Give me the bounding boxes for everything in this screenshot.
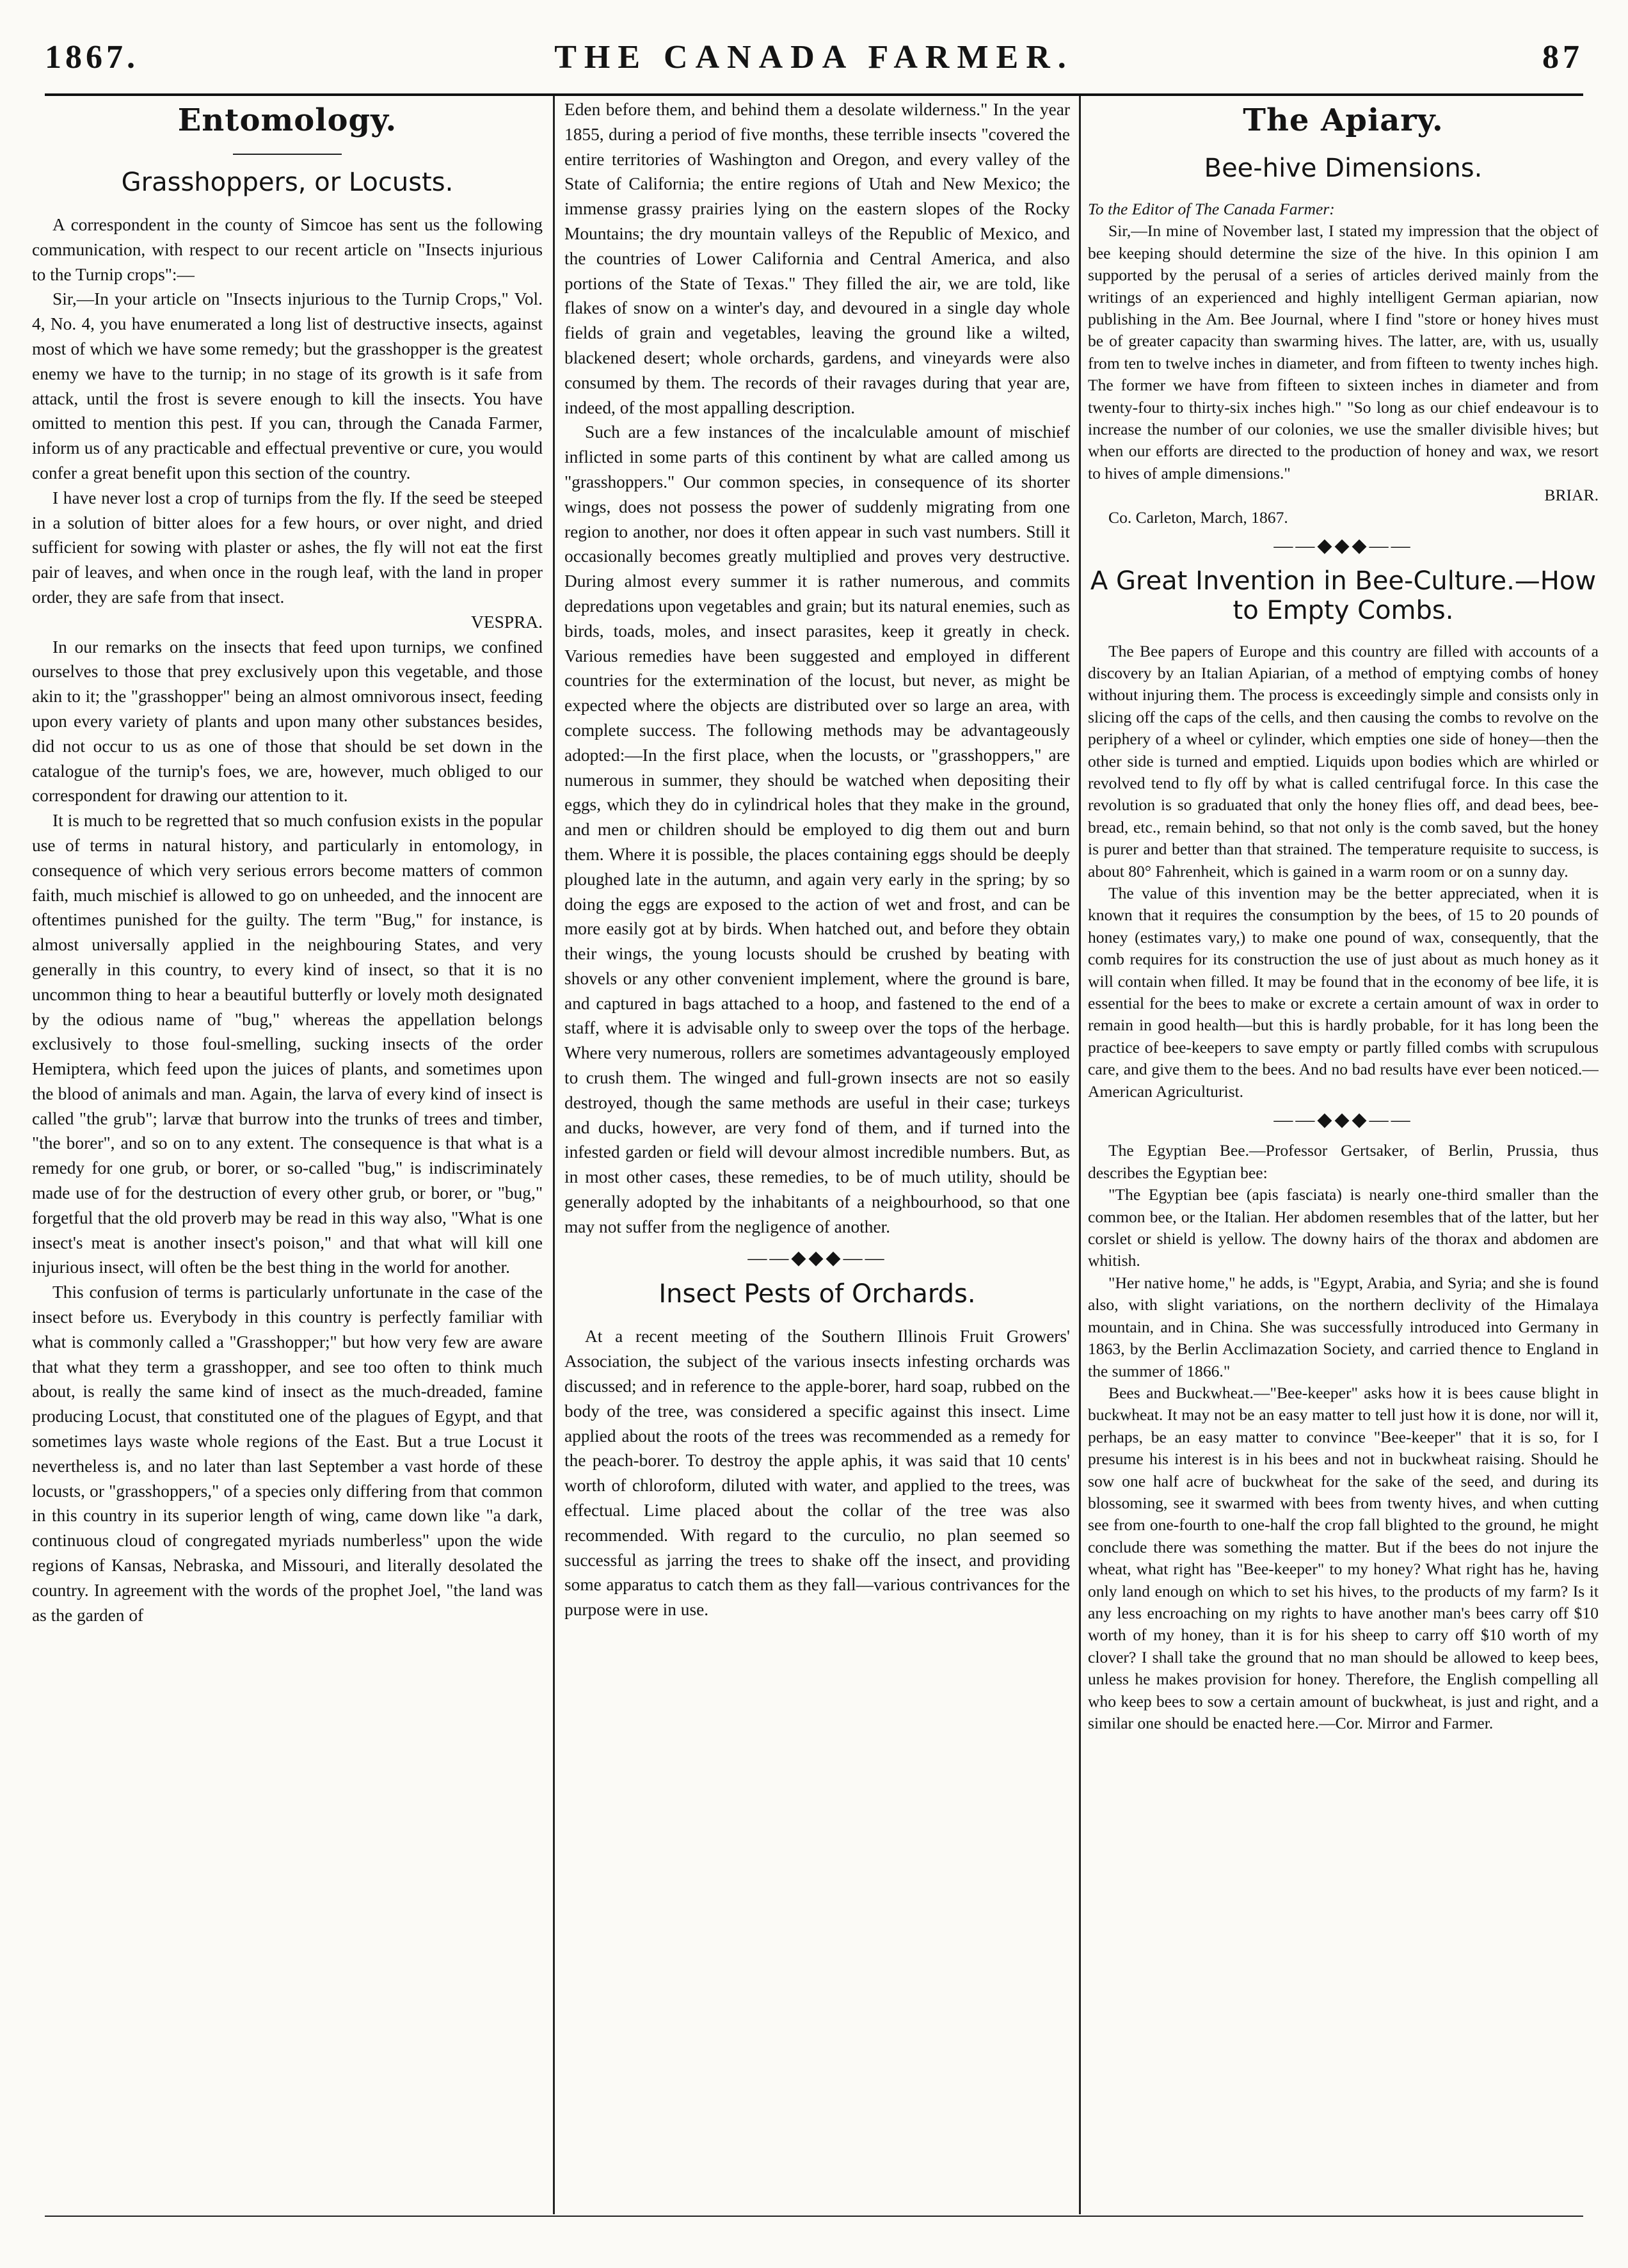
column-1 <box>32 97 543 2209</box>
letter-body: Sir,—In mine of November last, I stated my impression that the object of bee keeping should determine the size of the hive. In this opinion I am supported by the perusal of a series of articles derived mainly from the writings of an experienced and highly intelligent German apiarian, now publishing in the Am. Bee Journal, where I find "store or honey hives must be of greater capacity than swarming hives. The latter, are, with us, usually from ten to twelve inches in diameter, and from fifteen to twenty inches high. The former we have from fifteen to sixteen inches in diameter and from twenty-four to thirty-six inches high." "So long as our chief endeavour is to increase the number of our colonies, we use the smaller divisible hives; but when our efforts are directed to the production of honey and wax, we resort to hives of ample dimensions." <box>1088 221 1599 483</box>
ornament-divider: ——◆◆◆—— <box>1273 1109 1413 1131</box>
article-paragraph: Sir,—In your article on "Insects injurious to the Turnip Crops," Vol. 4, No. 4, you have enumerated a long list of destructive insects, against most of which we have some remedy; but the grasshopper is the greatest enemy we have to the turnip; in no stage of its growth is it safe from attack, until the frost is severe enough to kill the insects. You have omitted to mention this pest. If you can, through the Canada Farmer, inform us of any practicable and effectual preventive or cure, you would confer a great benefit upon this section of the country. <box>32 289 543 483</box>
masthead <box>45 32 1583 96</box>
article-headline: Grasshoppers, or Locusts. <box>121 168 454 197</box>
column-3 <box>1088 97 1599 2209</box>
article-paragraph: "The Egyptian bee (apis fasciata) is nearly one-third smaller than the common bee, or the Italian. Her abdomen resembles that of the latter, but her corslet or shield is yellow. The downy hairs of the thorax and abdomen are whitish. <box>1088 1185 1599 1270</box>
article-paragraph: A correspondent in the county of Simcoe has sent us the following communication, with respect to our recent article on "Insects injurious to the Turnip crops":— <box>32 215 543 284</box>
article-headline: A Great Invention in Bee-Culture.—How to Empty Combs. <box>1090 566 1597 625</box>
masthead-title: THE CANADA FARMER. <box>554 39 1074 76</box>
divider <box>233 154 342 155</box>
salutation: To the Editor of The Canada Farmer: <box>1088 200 1335 218</box>
article-paragraph: I have never lost a crop of turnips from the fly. If the seed be steeped in a solution of bitter aloes for a few hours, or over night, and dried sufficient for sowing with plaster or ashes, the fly will not eat the first pair of leaves, and when once in the rough leaf, with the land in proper order, they are safe from that insect. <box>32 488 543 607</box>
signature: VESPRA. <box>471 612 543 632</box>
article-paragraph: At a recent meeting of the Southern Illinois Fruit Growers' Association, the subject of the various insects infesting orchards was discussed; and in reference to the apple-borer, hard soap, rubbed on the body of the tree, was considered a specific against this insect. Lime applied about the roots of the trees was recommended as a remedy for the peach-borer. To destroy the apple aphis, it was said that 10 cents' worth of chloroform, diluted with water, and applied to the trees, was effectual. Lime placed about the collar of the tree was also recommended. With regard to the curculio, no plan seemed so successful as jarring the trees to shake off the insect, and providing some apparatus to catch them as they fall—various contrivances for the purpose were in use. <box>564 1327 1070 1620</box>
article-paragraph: It is much to be regretted that so much confusion exists in the popular use of terms in natural history, and particularly in entomology, in consequence of which very serious errors become matters of common faith, much mischief is allowed to go on unheeded, and the innocent are oftentimes punished for the guilty. The term "Bug," for instance, is almost universally applied in the neighbouring States, and very generally in this country, to every kind of insect, so that it is no uncommon thing to hear a beautiful butterfly or lovely moth designated by the odious name of "bug," whereas the appellation belongs exclusively to those foul-smelling, sucking insects of the order Hemiptera, which feed upon the juices of plants, and sometimes upon the blood of animals and man. Again, the larva of every kind of insect is called "the grub"; larvæ that burrow into the trunks of trees and timber, "the borer", and so on to any extent. The consequence is that what is a remedy for one grub, or borer, or so-called "bug," is indiscriminately made use of for the destruction of every other grub, or borer, or "bug," forgetful that the old proverb may be read in this way also, "What is one insect's meat is another insect's poison," and that what will kill one injurious insect, will often be the best thing in the world for another. <box>32 811 543 1277</box>
ornament-divider: ——◆◆◆—— <box>1273 535 1413 557</box>
article-headline: Bee-hive Dimensions. <box>1204 154 1483 183</box>
article-paragraph: "Her native home," he adds, is "Egypt, Arabia, and Syria; and she is found also, with slight variations, on the northern declivity of the Himalaya mountain, and in China. She was successfully introduced into Germany in 1863, by the Berlin Acclimazation Society, and carried thence to England in the summer of 1866." <box>1088 1273 1599 1380</box>
letter-place: Co. Carleton, March, 1867. <box>1108 507 1288 527</box>
bottom-rule <box>45 2216 1583 2217</box>
column-rule <box>553 96 555 2214</box>
article-headline: Insect Pests of Orchards. <box>658 1279 976 1309</box>
department-heading: Entomology. <box>177 102 397 138</box>
article-paragraph: The Egyptian Bee.—Professor Gertsaker, of Berlin, Prussia, thus describes the Egyptian bee: <box>1088 1141 1599 1182</box>
article-paragraph: The value of this invention may be the better appreciated, when it is known that it requires the consumption by the bees, of 15 to 20 pounds of honey (estimates vary,) to make one pound of wax, consequently, that the comb requires for its construction the use of just about as much honey as it will contain when filled. It may be found that in the economy of bee life, it is essential for the bees to make or excrete a certain amount of wax in order to remain in good health—but this is hardly probable, for it has long been the practice of bee-keepers to save empty or partly filled combs with scrupulous care, and give them to the bees. And no bad results have ever been noticed.—American Agriculturist. <box>1088 883 1599 1101</box>
article-paragraph: In our remarks on the insects that feed upon turnips, we confined ourselves to those that prey exclusively upon this vegetable, and those akin to it; the "grasshopper" being an almost omnivorous insect, feeding upon every variety of plants and upon many other substances besides, did not occur to us as one of those that should be set down in the catalogue of the turnip's foes, we are, however, much obliged to our correspondent for drawing our attention to it. <box>32 637 543 806</box>
column-rule <box>1079 96 1081 2214</box>
masthead-year: 1867. <box>45 39 139 76</box>
article-paragraph: The Bee papers of Europe and this country are filled with accounts of a discovery by an Italian Apiarian, of a method of emptying combs of honey without injuring them. The process is exceedingly simple and consists only in slicing off the caps of the cells, and then causing the combs to revolve on the periphery of a wheel or cylinder, which empties one side of honey—then the other side is turned and emptied. Liquids upon bodies which are whirled or revolved tend to fly off by what is called centrifugal force. In this case the revolution is so graduated that only the honey flies off, and dead bees, bee-bread, etc., remain behind, so that not only is the comb saved, but the honey is purer and better than that strained. The temperature requisite to success, is about 80° Fahrenheit, which is gained in a warm room or on a sunny day. <box>1088 641 1599 881</box>
article-paragraph: Such are a few instances of the incalculable amount of mischief inflicted in some parts of this continent by what are called among us "grasshoppers." Our common species, in consequence of its shorter wings, does not possess the power of suddenly migrating from one region to another, nor does it often appear in such vast numbers. Still it occasionally becomes greatly multiplied and proves very destructive. During almost every summer it is rather numerous, and commits depredations upon vegetables and grain; but its natural enemies, such as birds, toads, moles, and insect parasites, keep it greatly in check. Various remedies have been suggested and employed in different countries for the extermination of the locust, but never, as might be expected where the objects are distributed over so large an area, with complete success. The following methods may be advantageously adopted:—In the first place, when the locusts, or "grasshoppers," are numerous in summer, they should be watched when depositing their eggs, which they do in cylindrical holes that they make in the ground, and men or children should be employed to dig them out and burn them. Where it is possible, the places containing eggs should be deeply ploughed late in the autumn, and again very early in the spring; by so doing the eggs are exposed to the action of wet and frost, and can be more easily got at by birds. When hatched out, and before they obtain their wings, the young locusts should be crushed by beating with shovels or any other convenient implement, where the ground is bare, and captured in bags attached to a hoop, and fastened to the end of a staff, where it is advisable only to sweep over the tops of the herbage. Where very numerous, rollers are sometimes advantageously employed to crush them. The winged and full-grown insects are not so easily destroyed, though the same methods are useful in their case; turkeys and ducks, however, are very fond of them, and if turned into the infested garden or field will devour almost incredible numbers. But, as in most other cases, these remedies, to be of much utility, should be generally adopted by the inhabitants of a neighbourhood, so that one may not suffer from the negligence of another. <box>564 422 1070 1236</box>
ornament-divider: ——◆◆◆—— <box>747 1247 887 1268</box>
letter-signature: BRIAR. <box>1544 486 1599 505</box>
department-heading: The Apiary. <box>1243 102 1444 138</box>
page-number: 87 <box>1542 39 1583 76</box>
article-paragraph: Bees and Buckwheat.—"Bee-keeper" asks how it is bees cause blight in buckwheat. It may not be an easy matter to tell just how it is done, nor will it, perhaps, be an easy matter to convince "Bee-keeper" that it is so, for I presume his interest is in his bees and not in buckwheat raising. Should he sow one half acre of buckwheat for the sake of the seed, and during its blossoming, see it swarmed with bees from twenty hives, and when cutting see from one-fourth to one-half the crop fall blighted to the ground, he might conclude there was something the matter. But if the bees do not injure the wheat, what right has "Bee-keeper" to my honey? What right has he, having only land enough on which to set his hives, to the products of my farm? Is it any less encroaching on my rights to have another man's bees carry off $10 worth of my honey, than it is for his sheep to carry off $10 worth of my clover? I shall take the ground that no man should be allowed to keep bees, unless he makes provision for honey. Therefore, the English compelling all who keep bees to sow a certain amount of buckwheat, is just and right, and a similar one should be enacted here.—Cor. Mirror and Farmer. <box>1088 1383 1599 1732</box>
column-2 <box>564 97 1070 2209</box>
article-paragraph: Eden before them, and behind them a desolate wilderness." In the year 1855, during a period of five months, these terrible insects "covered the entire territories of Washington and Oregon, and every valley of the State of California; the entire regions of Utah and New Mexico; the immense grassy prairies lying on the eastern slopes of the Rocky Mountains; the dry mountain valleys of the Republic of Mexico, and the countries of Lower California and Central America, and also portions of the State of Texas." They filled the air, we are told, like flakes of snow on a winter's day, and devoured in a single day whole fields of grain and vegetables, leaving the ground like a wilted, blackened desert; whole orchards, gardens, and vineyards were also consumed by them. The records of their ravages during that year are, indeed, of the most appalling description. <box>564 100 1070 417</box>
article-paragraph: This confusion of terms is particularly unfortunate in the case of the insect before us. Everybody in this country is perfectly familiar with what is commonly called a "Grasshopper;" but how very few are aware that what they term a grasshopper, and see too often to think much about, is really the same kind of insect as the much-dreaded, famine producing Locust, that constituted one of the plagues of Egypt, and that sometimes lays waste whole regions of the East. But a true Locust it nevertheless is, and no later than last September a vast horde of these locusts, or "grasshoppers," of a species only differing from that common in this country in its superior length of wing, came down like "a dark, continuous cloud of congregated myriads numberless" upon the wide regions of Kansas, Nebraska, and Missouri, and literally desolated the country. In agreement with the words of the prophet Joel, "the land was as the garden of <box>32 1282 543 1625</box>
